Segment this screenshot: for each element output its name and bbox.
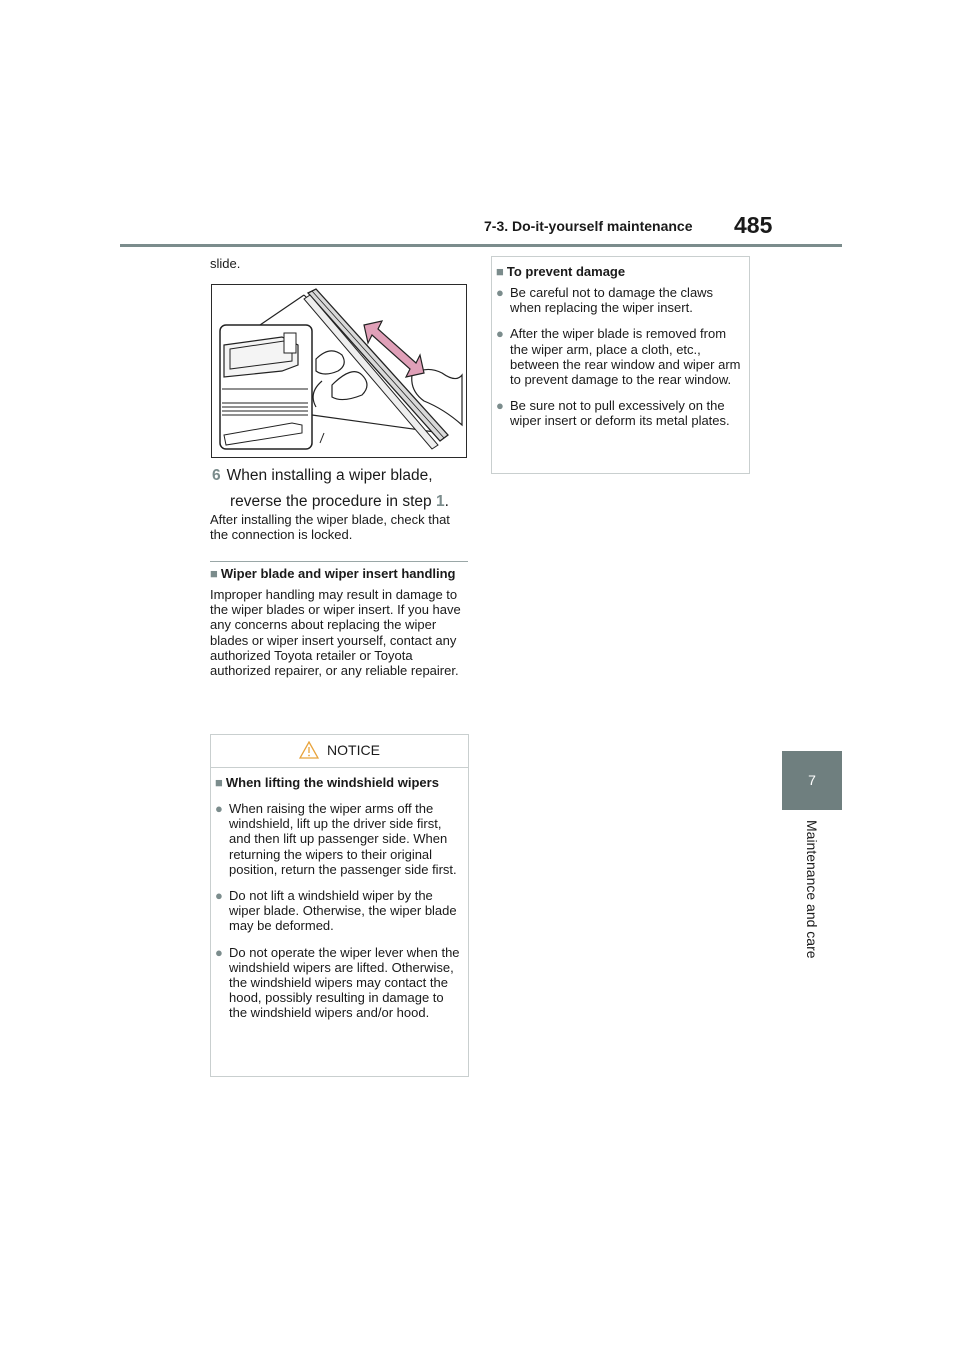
list-item: ● After the wiper blade is removed from the wiper arm, place a cloth, etc., between the rear window and wiper arm to prevent damage to the rear window. [496, 326, 741, 388]
round-bullet-icon: ● [496, 326, 504, 342]
left-column [210, 256, 468, 271]
round-bullet-icon: ● [215, 801, 223, 816]
prevent-damage-box [491, 256, 750, 474]
intro-text: slide. [210, 256, 241, 271]
square-bullet-icon: ■ [215, 775, 223, 790]
step-text-line1: When installing a wiper blade, [226, 467, 433, 484]
wiper-blade-illustration [211, 284, 467, 458]
square-bullet-icon: ■ [210, 566, 218, 581]
list-item: ● Do not operate the wiper lever when the windshield wipers are lifted. Otherwise, the windshield wipers may contact the hood, possibly resulting in damage to the windshield wipers and/or hood. [215, 944, 460, 1021]
round-bullet-icon: ● [496, 398, 504, 414]
wiper-blade-drawing [212, 285, 466, 457]
chapter-title: Maintenance and care [804, 820, 820, 959]
notice-box [210, 734, 469, 1077]
round-bullet-icon: ● [215, 888, 223, 904]
step-text-line2: reverse the procedure in step [230, 493, 432, 510]
handling-section [210, 566, 468, 678]
page-number: 485 [734, 212, 773, 238]
round-bullet-icon: ● [215, 944, 223, 960]
section-title: 7-3. Do-it-yourself maintenance [484, 218, 693, 234]
notice-heading: When lifting the windshield wipers [225, 775, 439, 790]
square-bullet-icon: ■ [496, 264, 504, 279]
round-bullet-icon: ● [496, 285, 504, 300]
chapter-label [800, 820, 824, 980]
handling-body: Improper handling may result in damage to the wiper blades or wiper insert. If you have any concerns about replacing the wiper blades or wiper insert yourself, contact any authorized Toyota retailer or Toyota authorized repairer, or any reliable repairer. [210, 587, 461, 679]
after-install-text: After installing the wiper blade, check that the connection is locked. [210, 512, 450, 542]
notice-label: NOTICE [327, 742, 380, 758]
list-item: ● Be careful not to damage the claws when replacing the wiper insert. [496, 285, 714, 316]
step-number: 6 [212, 467, 221, 484]
section-divider [210, 561, 468, 562]
handling-heading: Wiper blade and wiper insert handling [220, 566, 456, 581]
step-6 [212, 463, 468, 515]
step-reference: 1 [435, 493, 445, 510]
prevent-heading: To prevent damage [506, 264, 626, 279]
header-rule [120, 244, 842, 247]
chapter-tab: 7 [782, 751, 842, 810]
warning-triangle-icon [299, 741, 319, 759]
list-item: ● Do not lift a windshield wiper by the wiper blade. Otherwise, the wiper blade may be deformed. [215, 888, 457, 934]
list-item: ● When raising the wiper arms off the windshield, lift up the driver side first, and then lift up passenger side. When returning the wipers to their original position, return the passenger side first. [215, 801, 457, 877]
list-item: ● Be sure not to pull excessively on the wiper insert or deform its metal plates. [496, 398, 730, 429]
step-period: . [444, 493, 449, 510]
notice-rule [211, 767, 468, 768]
